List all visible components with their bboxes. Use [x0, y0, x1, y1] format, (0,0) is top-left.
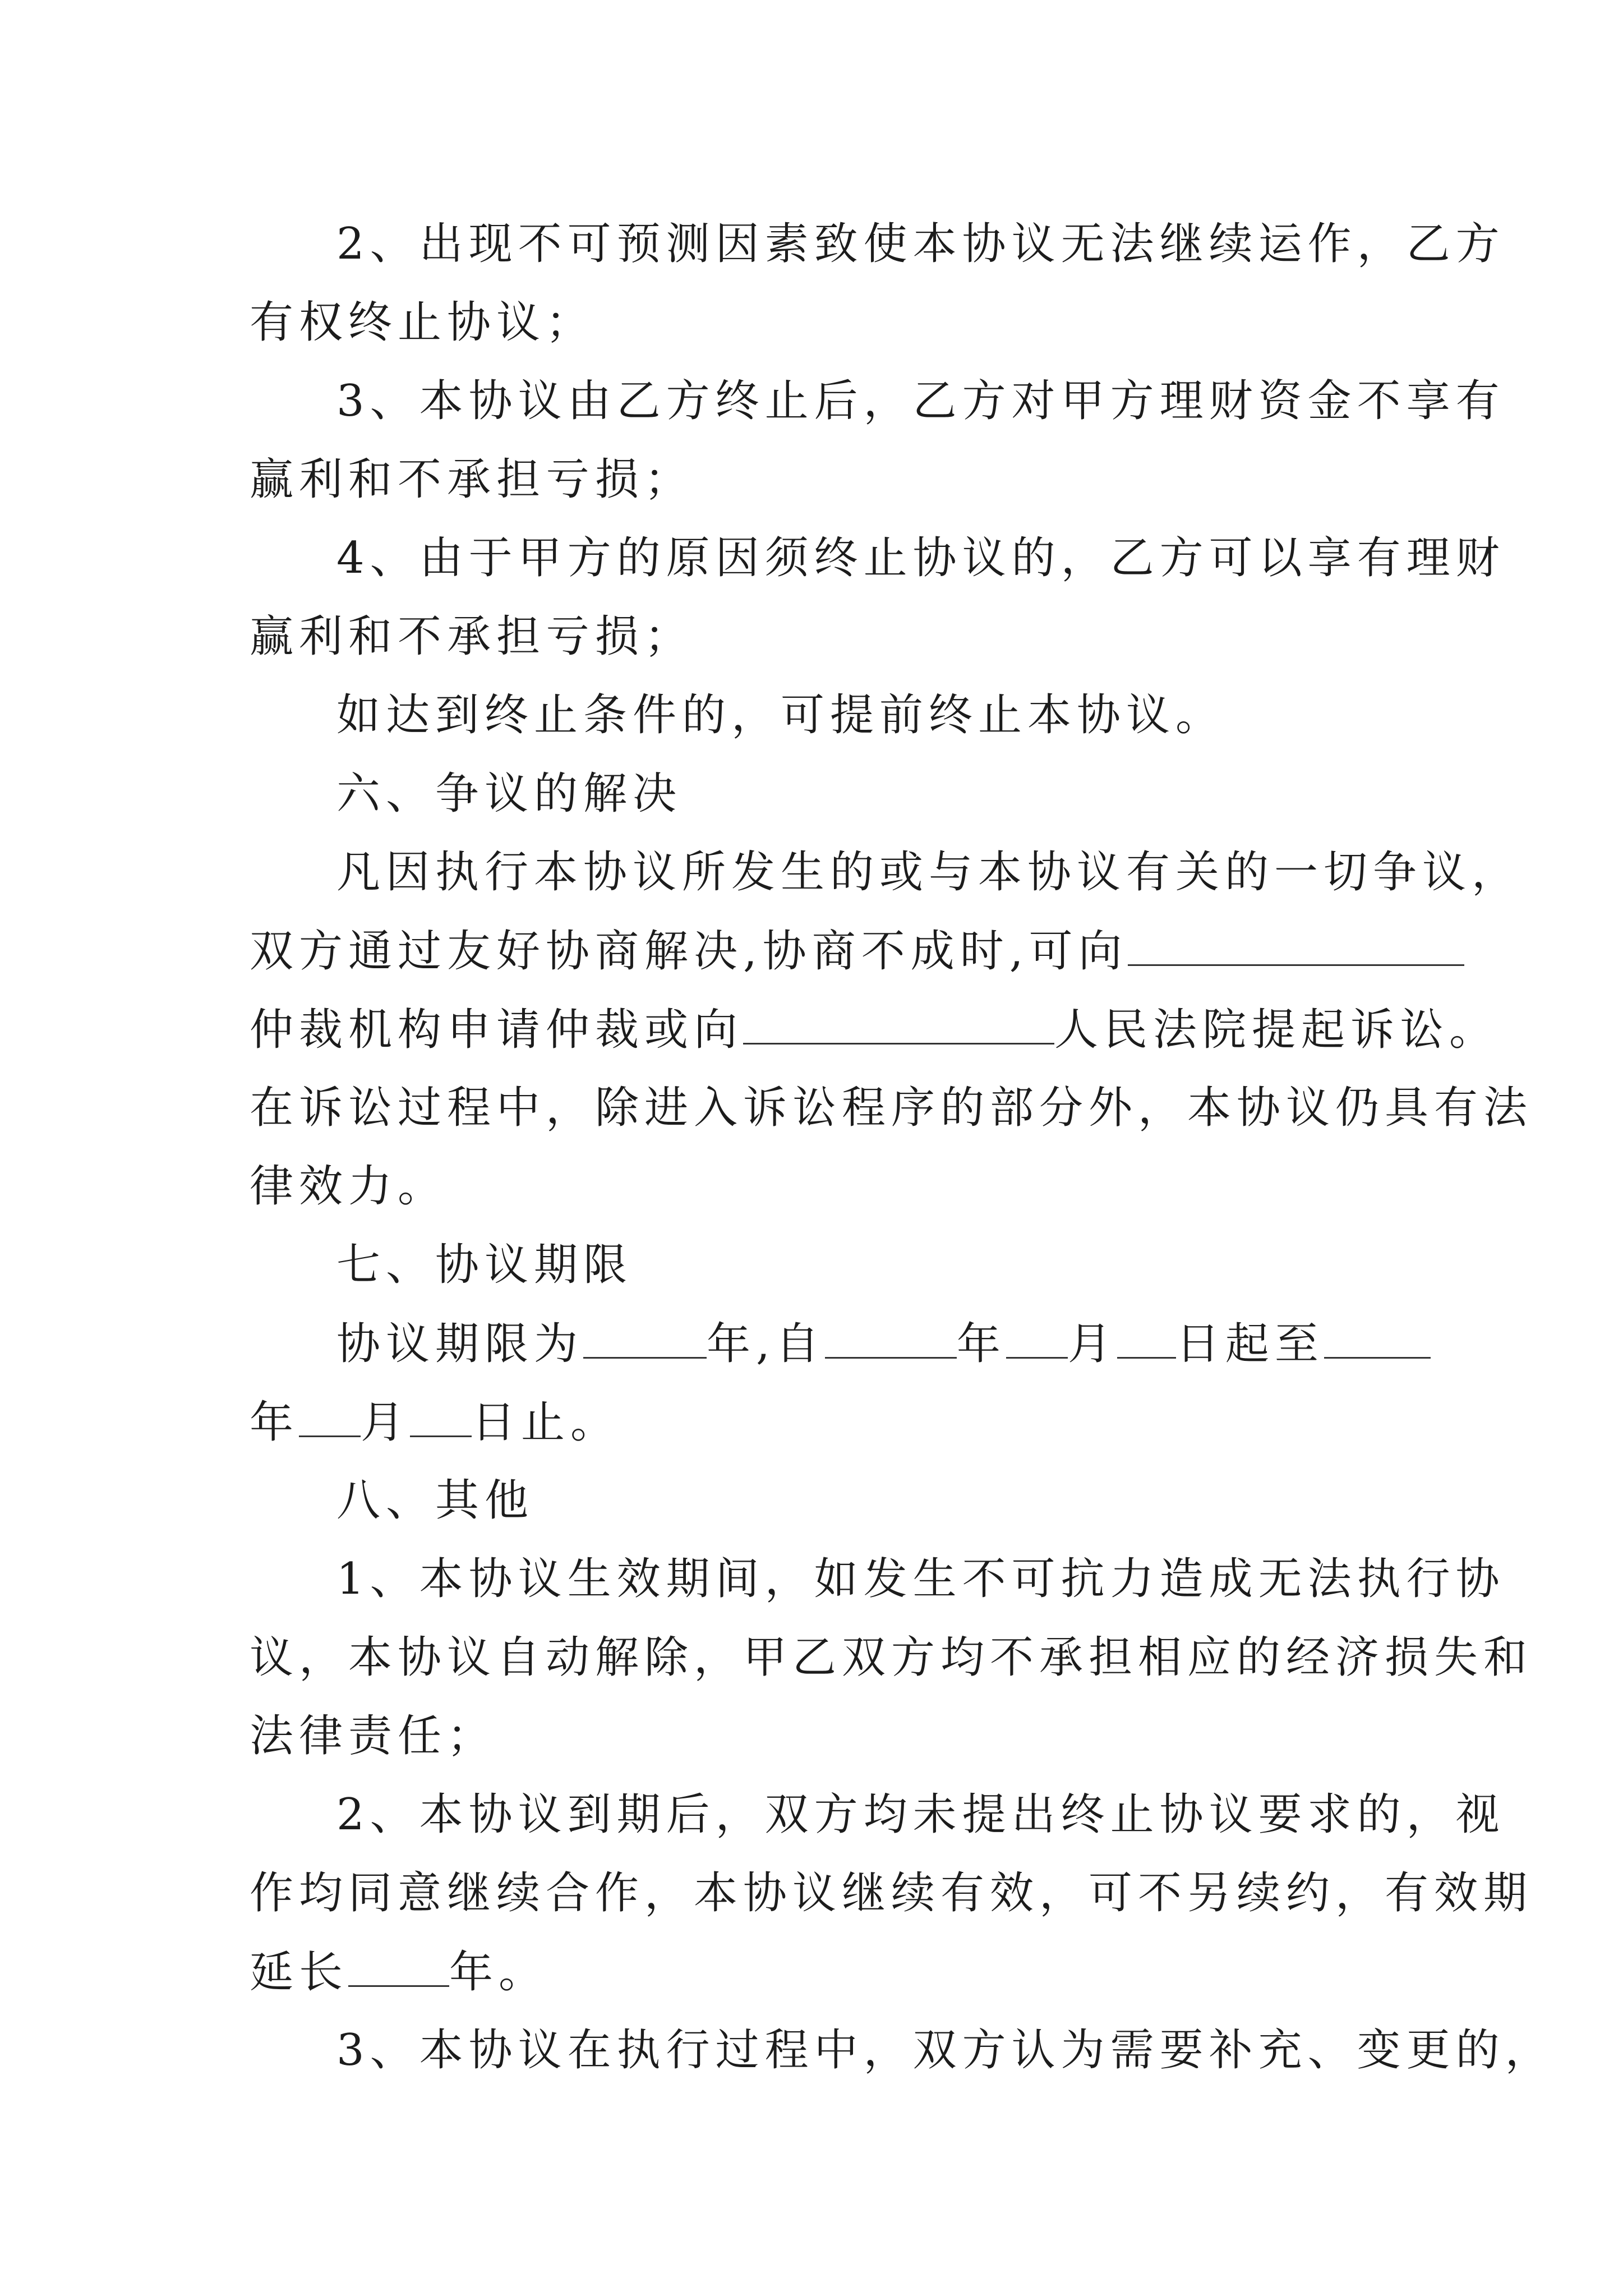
text-segment: 如达到终止条件的，可提前终止本协议。 — [336, 690, 1225, 740]
text-segment: 年 — [250, 1397, 299, 1448]
text-segment: 月 — [361, 1397, 411, 1448]
text-line — [250, 1708, 496, 1764]
fill-in-blank — [1128, 923, 1464, 966]
text-segment: 八、其他 — [336, 1475, 534, 1526]
text-segment: 2、出现不可预测因素致使本协议无法继续运作，乙方 — [336, 219, 1505, 269]
text-segment: 凡因执行本协议所发生的或与本协议有关的一切争议， — [336, 847, 1521, 898]
text-line — [336, 530, 1505, 586]
text-line — [336, 1787, 1505, 1843]
fill-in-blank — [299, 1394, 361, 1437]
text-segment: 1、本协议生效期间，如发生不可抗力造成无法执行协 — [336, 1554, 1505, 1604]
text-segment: 在诉讼过程中，除进入诉讼程序的部分外，本协议仍具有法 — [250, 1083, 1533, 1133]
text-segment: 日止。 — [472, 1397, 620, 1448]
text-segment: 六、争议的解决 — [336, 769, 683, 819]
text-segment: 双方通过友好协商解决,协商不成时,可向 — [250, 926, 1128, 977]
fill-in-blank — [825, 1315, 957, 1359]
text-segment: 年。 — [449, 1947, 548, 1998]
text-line — [336, 844, 1521, 900]
text-segment: 人民法院提起诉讼。 — [1054, 1005, 1499, 1055]
text-segment: 律效力。 — [250, 1161, 448, 1212]
text-line — [336, 1551, 1505, 1607]
text-line — [250, 1080, 1533, 1136]
text-line — [250, 1001, 1498, 1058]
text-segment: 月 — [1067, 1319, 1117, 1369]
text-segment: 赢利和不承担亏损； — [250, 611, 694, 662]
text-segment: 年,自 — [707, 1319, 825, 1369]
text-segment: 七、协议期限 — [336, 1240, 633, 1290]
fill-in-blank — [743, 1001, 1054, 1045]
text-segment: 法律责任； — [250, 1711, 497, 1761]
text-line — [336, 1473, 534, 1529]
text-line — [250, 452, 694, 508]
text-line — [250, 1394, 620, 1451]
text-segment: 3、本协议在执行过程中，双方认为需要补充、变更的， — [336, 2025, 1555, 2076]
text-segment: 作均同意继续合作，本协议继续有效，可不另续约，有效期 — [250, 1868, 1533, 1918]
text-line — [250, 609, 694, 665]
text-line — [336, 1237, 633, 1293]
fill-in-blank — [410, 1394, 472, 1437]
text-line — [336, 373, 1505, 429]
text-line — [250, 1865, 1533, 1921]
fill-in-blank — [583, 1315, 707, 1359]
text-segment: 4、由于甲方的原因须终止协议的，乙方可以享有理财 — [336, 533, 1505, 583]
text-segment: 延长 — [250, 1947, 349, 1998]
fill-in-blank — [1006, 1315, 1068, 1359]
text-line — [336, 687, 1225, 743]
fill-in-blank — [1117, 1315, 1176, 1359]
fill-in-blank — [348, 1944, 449, 1987]
text-line — [336, 216, 1505, 272]
text-line — [250, 1158, 447, 1214]
text-segment: 2、本协议到期后，双方均未提出终止协议要求的，视 — [336, 1789, 1505, 1840]
text-segment: 年 — [956, 1319, 1006, 1369]
text-segment: 议，本协议自动解除，甲乙双方均不承担相应的经济损失和 — [250, 1632, 1533, 1683]
text-line — [336, 1315, 1431, 1372]
text-line — [250, 923, 1464, 979]
text-segment: 有权终止协议； — [250, 297, 596, 348]
text-segment: 协议期限为 — [336, 1319, 584, 1369]
text-segment: 赢利和不承担亏损； — [250, 454, 694, 505]
fill-in-blank — [1324, 1315, 1431, 1359]
text-line — [336, 2022, 1555, 2078]
text-segment: 日起至 — [1175, 1319, 1324, 1369]
text-line — [250, 295, 595, 351]
text-line — [250, 1944, 548, 2000]
text-segment: 3、本协议由乙方终止后，乙方对甲方理财资金不享有 — [336, 376, 1505, 426]
text-line — [250, 1630, 1533, 1686]
text-segment: 仲裁机构申请仲裁或向 — [250, 1005, 744, 1055]
text-line — [336, 766, 682, 822]
